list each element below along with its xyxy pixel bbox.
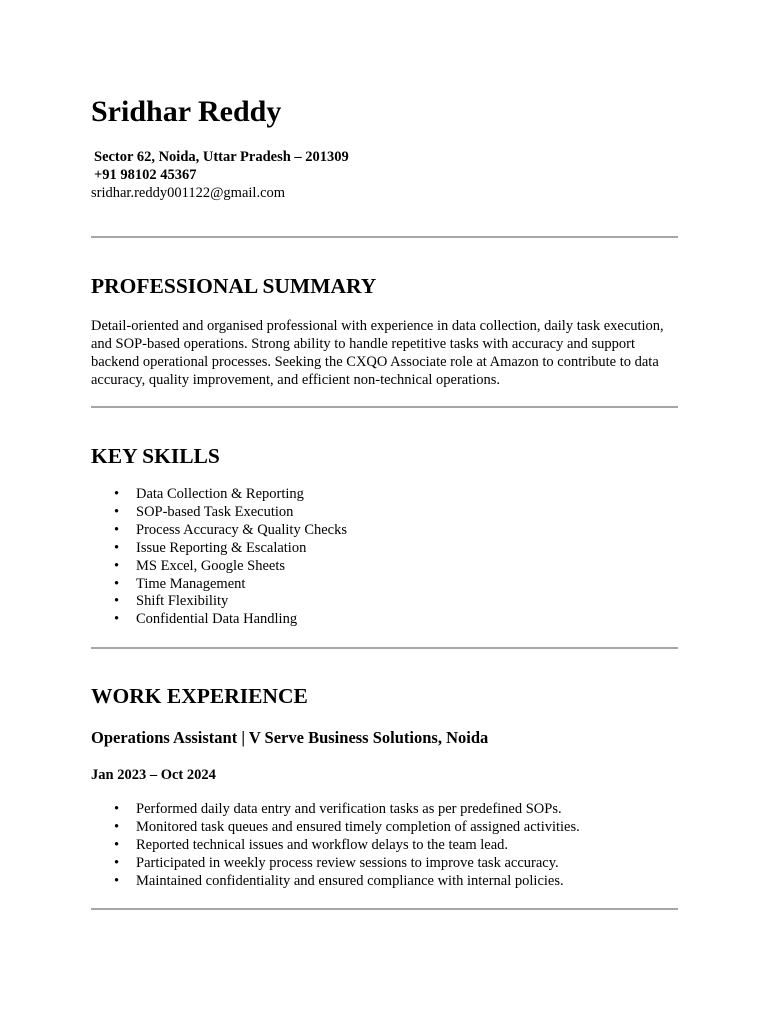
summary-text: Detail-oriented and organised professional with experience in data collection, daily task execution, and SOP-based operations. Strong ability to handle repetitive tasks with accuracy and support backend operational processes. Seeking the CXQO Associate role at Amazon to contribute to data accuracy, quality improvement, and efficient non-technical operations. <box>91 318 664 388</box>
bullet-icon: • <box>114 539 120 556</box>
list-item: • Time Management <box>114 575 246 592</box>
list-item: • MS Excel, Google Sheets <box>114 557 286 574</box>
phone-number: +91 98102 45367 <box>94 167 197 183</box>
section-title-skills: KEY SKILLS <box>91 444 220 468</box>
bullet-icon: • <box>114 575 120 592</box>
bullet-icon: • <box>114 557 120 574</box>
list-item: • Issue Reporting & Escalation <box>114 539 307 556</box>
list-item: • Process Accuracy & Quality Checks <box>114 521 348 538</box>
bullet-icon: • <box>114 872 120 889</box>
divider <box>91 908 678 910</box>
divider <box>91 647 678 649</box>
list-item: • Confidential Data Handling <box>114 611 298 628</box>
list-item: • Monitored task queues and ensured timely completion of assigned activities. <box>114 818 580 835</box>
list-item: • SOP-based Task Execution <box>114 503 294 520</box>
bullet-icon: • <box>114 503 120 520</box>
list-item: • Reported technical issues and workflow delays to the team lead. <box>114 836 509 853</box>
bullet-icon: • <box>114 593 120 610</box>
contact-block <box>91 148 349 202</box>
candidate-name: Sridhar Reddy <box>91 95 282 128</box>
list-item: • Data Collection & Reporting <box>114 486 304 502</box>
job-title: Operations Assistant | V Serve Business Solutions, Noida <box>91 728 489 747</box>
bullet-icon: • <box>114 818 120 835</box>
list-item: • Performed daily data entry and verification tasks as per predefined SOPs. <box>114 801 562 817</box>
section-title-experience: WORK EXPERIENCE <box>91 684 308 708</box>
address: Sector 62, Noida, Uttar Pradesh – 201309 <box>94 149 349 165</box>
divider <box>91 406 678 408</box>
bullet-icon: • <box>114 801 120 817</box>
list-item: • Participated in weekly process review sessions to improve task accuracy. <box>114 854 559 871</box>
bullet-icon: • <box>114 486 120 502</box>
bullet-icon: • <box>114 836 120 853</box>
bullet-icon: • <box>114 854 120 871</box>
section-title-summary: PROFESSIONAL SUMMARY <box>91 274 377 298</box>
email-address: sridhar.reddy001122@gmail.com <box>91 185 286 201</box>
bullet-icon: • <box>114 521 120 538</box>
bullet-icon: • <box>114 611 120 628</box>
list-item: • Shift Flexibility <box>114 593 229 610</box>
skills-list <box>91 486 347 629</box>
experience-list <box>91 801 580 891</box>
job-dates: Jan 2023 – Oct 2024 <box>91 767 216 783</box>
list-item: • Maintained confidentiality and ensured compliance with internal policies. <box>114 872 564 889</box>
divider <box>91 236 678 238</box>
